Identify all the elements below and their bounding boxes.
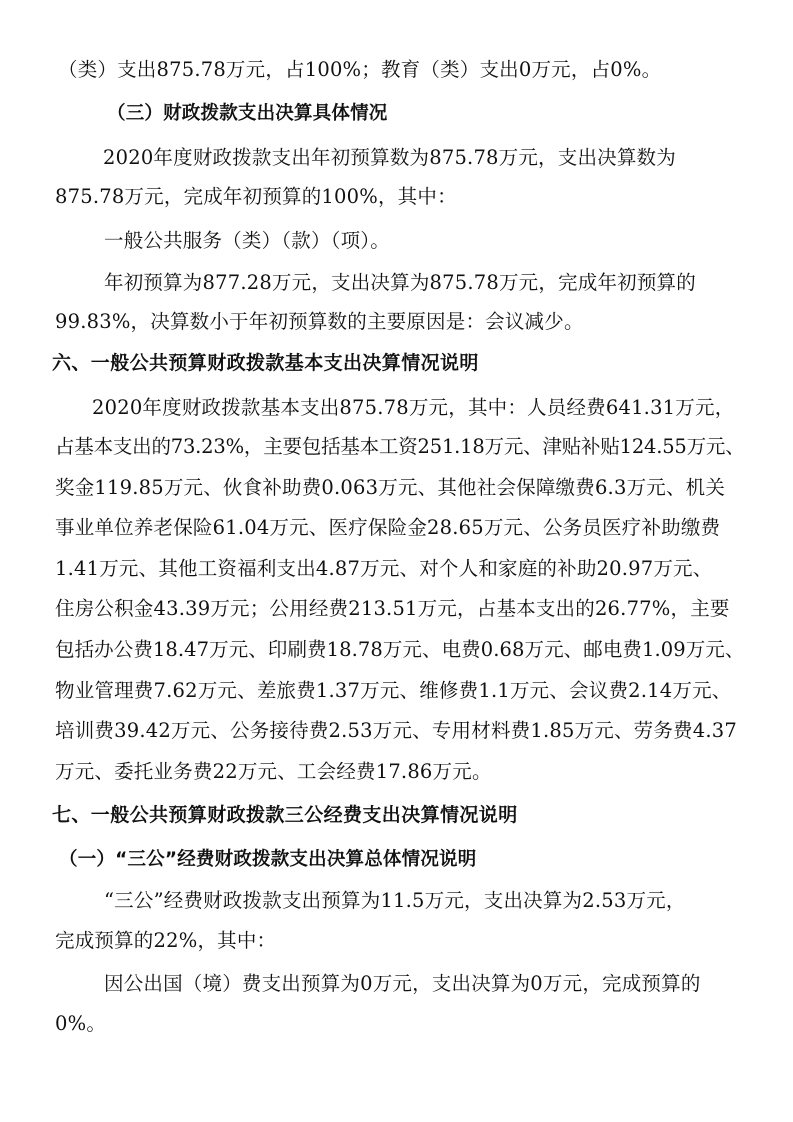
- subsection-heading-1: （一）“三公”经费财政拨款支出决算总体情况说明: [59, 849, 477, 870]
- paragraph-line-10: 占基本支出的73.23%，主要包括基本工资251.18万元、津贴补贴124.55万元、: [55, 435, 745, 458]
- section-heading-3: （三）财政拨款支出决算具体情况: [107, 103, 388, 124]
- paragraph-line-5: 一般公共服务（类）（款）（项）。: [104, 229, 390, 252]
- paragraph-line-1: （类）支出875.78万元，占100%；教育（类）支出0万元，占0%。: [58, 58, 662, 81]
- section-heading-7: 七、一般公共预算财政拨款三公经费支出决算情况说明: [52, 804, 518, 826]
- paragraph-line-18: 万元、委托业务费22万元、工会经费17.86万元。: [55, 760, 492, 783]
- paragraph-line-15: 包括办公费18.47万元、印刷费18.78万元、电费0.68万元、邮电费1.09万元、: [55, 638, 745, 661]
- paragraph-line-4: 875.78万元，完成年初预算的100%，其中：: [55, 185, 457, 208]
- paragraph-line-21: “三公”经费财政拨款支出预算为11.5万元，支出决算为2.53万元，: [104, 889, 686, 912]
- paragraph-line-3: 2020年度财政拨款支出年初预算数为875.78万元，支出决算数为: [103, 146, 676, 169]
- paragraph-line-24: 0%。: [55, 1012, 107, 1035]
- paragraph-line-11: 奖金119.85万元、伙食补助费0.063万元、其他社会保障缴费6.3万元、机关: [55, 476, 726, 499]
- paragraph-line-16: 物业管理费7.62万元、差旅费1.37万元、维修费1.1万元、会议费2.14万元、: [55, 679, 732, 702]
- paragraph-line-12: 事业单位养老保险61.04万元、医疗保险金28.65万元、公务员医疗补助缴费: [55, 516, 721, 539]
- paragraph-line-23: 因公出国（境）费支出预算为0万元，支出决算为0万元，完成预算的: [104, 972, 701, 995]
- paragraph-line-22: 完成预算的22%，其中：: [55, 929, 277, 952]
- paragraph-line-14: 住房公积金43.39万元；公用经费213.51万元，占基本支出的26.77%，主要: [55, 597, 730, 620]
- paragraph-line-6: 年初预算为877.28万元，支出决算为875.78万元，完成年初预算的: [104, 271, 696, 294]
- paragraph-line-17: 培训费39.42万元、公务接待费2.53万元、专用材料费1.85万元、劳务费4.37: [55, 719, 737, 742]
- section-heading-6: 六、一般公共预算财政拨款基本支出决算情况说明: [52, 352, 479, 374]
- paragraph-line-7: 99.83%，决算数小于年初预算数的主要原因是：会议减少。: [55, 310, 584, 333]
- paragraph-line-13: 1.41万元、其他工资福利支出4.87万元、对个人和家庭的补助20.97万元、: [55, 557, 713, 580]
- paragraph-line-9: 2020年度财政拨款基本支出875.78万元，其中：人员经费641.31万元，: [92, 396, 735, 419]
